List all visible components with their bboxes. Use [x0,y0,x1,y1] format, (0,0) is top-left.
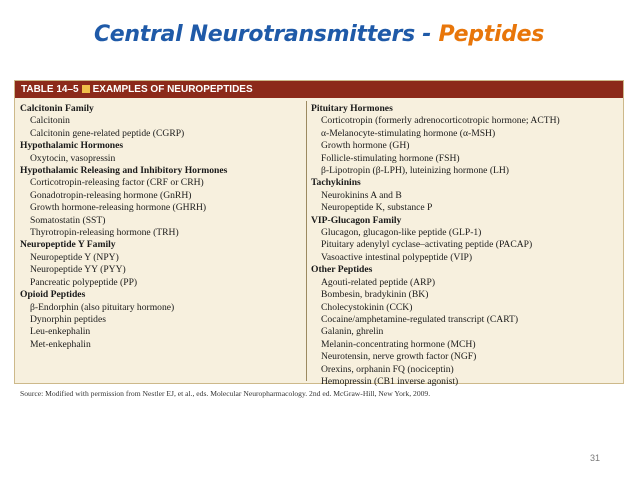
group-title: Opioid Peptides [20,289,86,301]
list-item: Pituitary adenylyl cyclase–activating peptide (PACAP) [321,239,533,251]
list-item: β-Lipotropin (β-LPH), luteinizing hormone (LH) [321,165,510,177]
table-right-column [311,103,621,388]
table-heading: EXAMPLES OF NEUROPEPTIDES [92,84,253,95]
table-header [15,81,623,98]
group-title: Calcitonin Family [20,103,94,114]
list-item: Neuropeptide K, substance P [321,202,433,214]
table-source-note: Source: Modified with permission from Nestler EJ, et al., eds. Molecular Neuropharmacology. 2nd ed. McGraw-Hill, New York, 2009. [20,389,431,398]
list-item: Cocaine/amphetamine-regulated transcript (CART) [321,313,519,325]
list-item: Calcitonin [30,115,70,127]
list-item: Thyrotropin-releasing hormone (TRH) [30,227,179,239]
list-item: Somatostatin (SST) [30,214,106,226]
list-item: β-Endorphin (also pituitary hormone) [30,301,175,313]
group-title: Other Peptides [311,264,373,276]
list-item: Hemopressin (CB1 inverse agonist) [321,375,459,387]
page-number: 31 [590,453,601,463]
list-item: Corticotropin-releasing factor (CRF or CRH) [30,177,204,189]
list-item: Corticotropin (formerly adrenocorticotropic hormone; ACTH) [321,115,560,127]
slide-title-main: Central Neurotransmitters [93,22,415,47]
list-item: Neuropeptide Y (NPY) [30,251,119,263]
list-item: Melanin-concentrating hormone (MCH) [321,338,476,350]
list-item: Pancreatic polypeptide (PP) [30,276,138,288]
group-title: Hypothalamic Hormones [20,140,124,152]
square-icon [82,85,90,93]
list-item: Calcitonin gene-related peptide (CGRP) [30,127,185,139]
list-item: Glucagon, glucagon-like peptide (GLP-1) [321,227,482,239]
list-item: Cholecystokinin (CCK) [321,301,413,313]
list-item: Neurokinins A and B [321,189,402,201]
slide-title-separator: - [414,22,439,47]
group-title: Pituitary Hormones [311,103,393,114]
list-item: Leu-enkephalin [30,326,91,338]
list-item: Neuropeptide YY (PYY) [30,264,126,276]
group-title: Tachykinins [311,177,361,189]
list-item: Met-enkephalin [30,338,91,350]
list-item: Gonadotropin-releasing hormone (GnRH) [30,189,192,201]
group-title: Neuropeptide Y Family [20,239,116,251]
group-title: Hypothalamic Releasing and Inhibitory Hormones [20,165,228,177]
list-item: Orexins, orphanin FQ (nociceptin) [321,363,454,375]
table-left-column [20,103,307,351]
list-item: Dynorphin peptides [30,313,106,325]
list-item: Growth hormone-releasing hormone (GHRH) [30,202,207,214]
list-item: α-Melanocyte-stimulating hormone (α-MSH) [321,127,496,139]
group-title: VIP-Glucagon Family [311,214,402,226]
list-item: Bombesin, bradykinin (BK) [321,289,429,301]
list-item: Vasoactive intestinal polypeptide (VIP) [321,251,473,263]
list-item: Neurotensin, nerve growth factor (NGF) [321,351,477,363]
slide-title [0,22,638,47]
list-item: Oxytocin, vasopressin [30,152,116,164]
table-label: TABLE 14–5 [21,84,79,95]
neuropeptide-table [14,80,624,387]
list-item: Growth hormone (GH) [321,140,410,152]
list-item: Agouti-related peptide (ARP) [321,276,436,288]
list-item: Galanin, ghrelin [321,326,384,338]
list-item: Follicle-stimulating hormone (FSH) [321,152,460,164]
slide-title-accent: Peptides [438,22,545,47]
